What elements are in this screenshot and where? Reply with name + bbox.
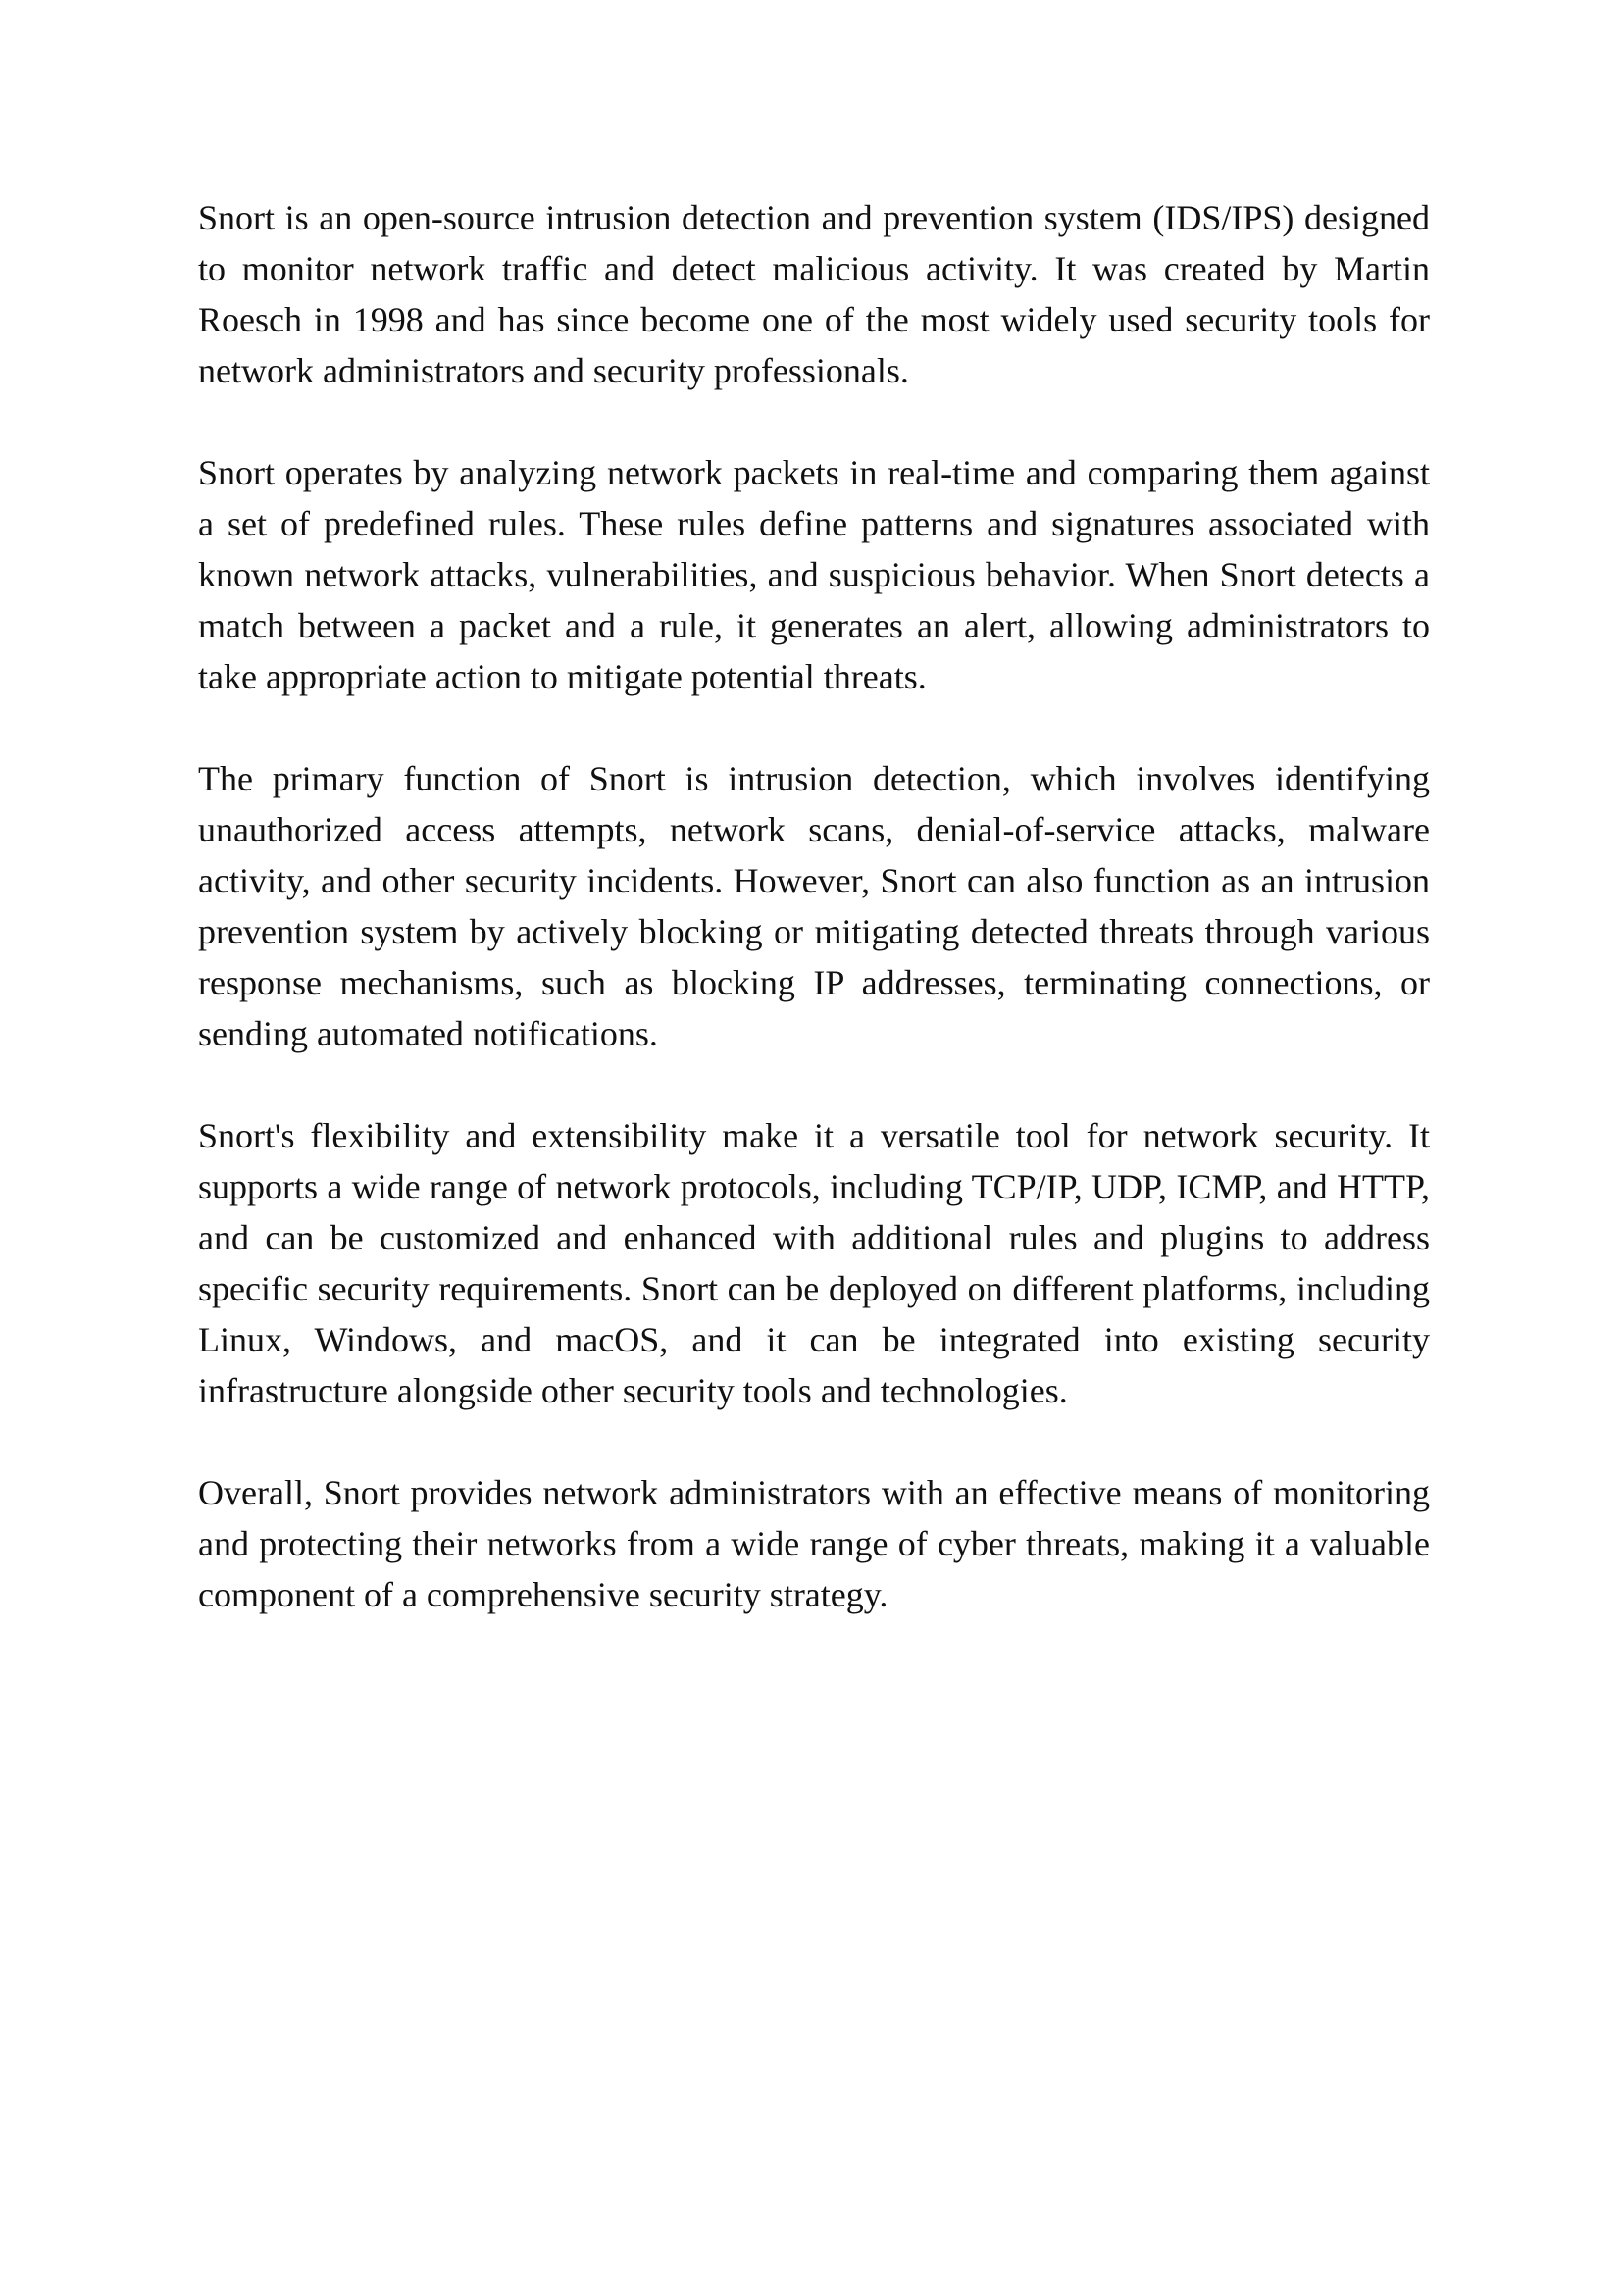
document-body bbox=[198, 192, 1430, 1671]
paragraph-intro: Snort is an open-source intrusion detection and prevention system (IDS/IPS) designed to monitor network traffic and detect malicious activity. It was created by Martin Roesch in 1998 and has since become one of the most widely used security tools for network administrators and security professionals. bbox=[198, 198, 1430, 390]
paragraph-operation: Snort operates by analyzing network packets in real-time and comparing them against a set of predefined rules. These rules define patterns and signatures associated with known network attacks, vulnerabilities, and suspicious behavior. When Snort detects a match between a packet and a rule, it generates an alert, allowing administrators to take appropriate action to mitigate potential threats. bbox=[198, 453, 1430, 696]
paragraph-flexibility: Snort's flexibility and extensibility make it a versatile tool for network security. It supports a wide range of network protocols, including TCP/IP, UDP, ICMP, and HTTP, and can be customized and enhanced with additional rules and plugins to address specific security requirements. Snort can be deployed on different platforms, including Linux, Windows, and macOS, and it can be integrated into existing security infrastructure alongside other security tools and technologies. bbox=[198, 1116, 1430, 1410]
paragraph-conclusion: Overall, Snort provides network administrators with an effective means of monitoring and protecting their networks from a wide range of cyber threats, making it a valuable component of a comprehensive security strategy. bbox=[198, 1473, 1430, 1614]
paragraph-primary-function: The primary function of Snort is intrusion detection, which involves identifying unauthorized access attempts, network scans, denial-of-service attacks, malware activity, and other security incidents. However, Snort can also function as an intrusion prevention system by actively blocking or mitigating detected threats through various response mechanisms, such as blocking IP addresses, terminating connections, or sending automated notifications. bbox=[198, 759, 1430, 1053]
